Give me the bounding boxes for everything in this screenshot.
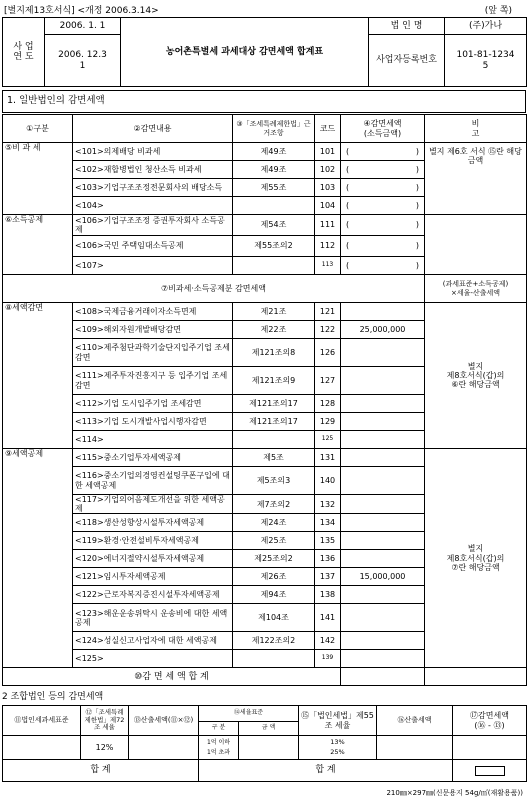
row-code: 104 <box>315 197 341 215</box>
row-amount[interactable] <box>341 532 425 550</box>
note-nontax: 별지 제6호 서식 ⑮란 해당금액 <box>425 143 527 215</box>
row-code: 122 <box>315 321 341 339</box>
row-code: 139 <box>315 650 341 668</box>
row-law: 제5조 <box>233 449 315 467</box>
row-law: 제94조 <box>233 586 315 604</box>
hdr-code: 코드 <box>315 115 341 143</box>
hdr-rate-standard: ⑭세율표준 <box>199 706 299 722</box>
corp-name-label: 법 인 명 <box>369 18 445 35</box>
row-code: 112 <box>315 236 341 257</box>
row-amount[interactable] <box>341 650 425 668</box>
row-law: 제25조의2 <box>233 550 315 568</box>
row-law: 제7조의2 <box>233 495 315 514</box>
note-tax-reduction: 별지 제8호서식(갑)의 ⑥란 해당금액 <box>425 303 527 449</box>
row-amount[interactable]: ( ) <box>341 161 425 179</box>
page-side: (앞 쪽) <box>484 6 512 16</box>
group-income-deduction: ⑥소득공제 <box>3 215 73 275</box>
form-header <box>2 2 526 16</box>
group-tax-reduction: ⑧세액감면 <box>3 303 73 449</box>
row-content: <119>환경·안전설비투자세액공제 <box>73 532 233 550</box>
row-content: <101>의제배당 비과세 <box>73 143 233 161</box>
business-year-label: 사 업 연 도 <box>3 18 45 87</box>
row-code: 102 <box>315 161 341 179</box>
hdr-special-rate: ⑫「조세특례제한법」제72조 세율 <box>81 706 129 736</box>
row-content: <114> <box>73 431 233 449</box>
row-law <box>233 650 315 668</box>
reduction-value[interactable] <box>453 736 527 760</box>
row-content: <122>근로자복지증진시설투자세액공제 <box>73 586 233 604</box>
row-law: 제49조 <box>233 143 315 161</box>
row-content: <109>해외자원개발배당감면 <box>73 321 233 339</box>
row-amount[interactable] <box>341 514 425 532</box>
hdr-law: ③「조세특례제한법」근거조항 <box>233 115 315 143</box>
subtotal-note: (과세표준+소득공제) ×세율-산출세액 <box>425 275 527 303</box>
hdr-note: 비 고 <box>425 115 527 143</box>
row-law: 제121조의9 <box>233 367 315 395</box>
row-code: 103 <box>315 179 341 197</box>
row-content: <107> <box>73 257 233 275</box>
row-law: 제122조의2 <box>233 632 315 650</box>
row-law: 제54조 <box>233 215 315 236</box>
row-code: 121 <box>315 303 341 321</box>
row-amount[interactable]: ( ) <box>341 179 425 197</box>
row-amount[interactable] <box>341 339 425 367</box>
hdr-reduction: ⑰감면세액 (⑯ - ⑬) <box>453 706 527 736</box>
row-content: <108>국제금융거래이자소득면제 <box>73 303 233 321</box>
row-content: <112>기업 도시입주기업 조세감면 <box>73 395 233 413</box>
total-mid-label: 합 계 <box>199 760 453 782</box>
row-amount[interactable]: ( ) <box>341 215 425 236</box>
row-law: 제5조의3 <box>233 467 315 495</box>
row-law: 제24조 <box>233 514 315 532</box>
row-law: 제25조 <box>233 532 315 550</box>
hdr-gubun: ①구분 <box>3 115 73 143</box>
row-amount[interactable] <box>341 632 425 650</box>
row-content: <118>생산성향상시설투자세액공제 <box>73 514 233 532</box>
date-from: 2006. 1. 1 <box>45 18 121 35</box>
reduction-table <box>2 114 527 686</box>
row-amount[interactable] <box>341 303 425 321</box>
row-amount[interactable] <box>341 395 425 413</box>
row-law: 제26조 <box>233 568 315 586</box>
section1-bar <box>2 90 526 113</box>
total-amount[interactable] <box>341 668 425 686</box>
hdr-tax-base: ⑪법인세과세표준 <box>3 706 81 736</box>
row-code: 138 <box>315 586 341 604</box>
hdr-calc-tax: ⑬산출세액(⑪×⑫) <box>129 706 199 736</box>
row-amount[interactable]: ( ) <box>341 236 425 257</box>
biz-no-label: 사업자등록번호 <box>369 35 445 87</box>
section1-title: 1. 일반법인의 감면세액 <box>3 91 526 113</box>
row-law: 제49조 <box>233 161 315 179</box>
calc-tax2-value[interactable] <box>377 736 453 760</box>
row-code: 140 <box>315 467 341 495</box>
row-content: <103>기업구조조정전문회사의 배당소득 <box>73 179 233 197</box>
calc-tax-value[interactable] <box>129 736 199 760</box>
biz-no-value: 101-81-1234 5 <box>445 35 527 87</box>
row-content: <121>임시투자세액공제 <box>73 568 233 586</box>
row-law: 제104조 <box>233 604 315 632</box>
row-amount[interactable]: ( ) <box>341 197 425 215</box>
paper-spec: 210㎜×297㎜(신문용지 54g/㎡(재활용품)) <box>386 789 523 797</box>
row-code: 101 <box>315 143 341 161</box>
row-amount[interactable] <box>341 550 425 568</box>
row-code: 141 <box>315 604 341 632</box>
hdr-amount2: 금 액 <box>239 722 299 736</box>
row-code: 137 <box>315 568 341 586</box>
hdr-division: 구 분 <box>199 722 239 736</box>
row-code: 111 <box>315 215 341 236</box>
total-note <box>425 668 527 686</box>
row-law <box>233 431 315 449</box>
form-title: 농어촌특별세 과세대상 감면세액 합계표 <box>121 18 369 87</box>
row-code: 136 <box>315 550 341 568</box>
row-code: 142 <box>315 632 341 650</box>
row-content: <120>에너지절약시설투자세액공제 <box>73 550 233 568</box>
row-code: 129 <box>315 413 341 431</box>
row-content: <125> <box>73 650 233 668</box>
row-code: 132 <box>315 495 341 514</box>
row-amount[interactable] <box>341 467 425 495</box>
row-amount[interactable]: ( ) <box>341 257 425 275</box>
cooperative-table <box>2 705 527 782</box>
row-amount[interactable] <box>341 586 425 604</box>
row-amount[interactable] <box>341 431 425 449</box>
row-content: <104> <box>73 197 233 215</box>
row-content: <124>성실신고사업자에 대한 세액공제 <box>73 632 233 650</box>
row-law <box>233 197 315 215</box>
row-content: <106>국민 주택임대소득공제 <box>73 236 233 257</box>
row-content: <123>해운운송위탁시 운송비에 대한 세액공제 <box>73 604 233 632</box>
row-content: <111>제주투자진흥지구 등 입주기업 조세감면 <box>73 367 233 395</box>
row-content: <116>중소기업의경영컨설팅쿠폰구입에 대한 세액공제 <box>73 467 233 495</box>
row-content: <102>재합병법인 청산소득 비과세 <box>73 161 233 179</box>
row-code: 131 <box>315 449 341 467</box>
group-tax-credit: ⑨세액공제 <box>3 449 73 668</box>
row-law: 제55조의2 <box>233 236 315 257</box>
bracket-amounts[interactable] <box>239 736 299 760</box>
subtotal-label: ⑦비과세·소득공제분 감면세액 <box>3 275 425 303</box>
row-code: 135 <box>315 532 341 550</box>
date-to: 2006. 12.3 1 <box>45 35 121 87</box>
total-box[interactable] <box>453 760 527 782</box>
row-law: 제121조의17 <box>233 395 315 413</box>
row-content: <106>기업구조조정 증권투자회사 소득공제 <box>73 215 233 236</box>
total-label: ⑩감 면 세 액 합 계 <box>3 668 341 686</box>
row-amount[interactable] <box>341 495 425 514</box>
tax-base-value[interactable] <box>3 736 81 760</box>
row-code: 113 <box>315 257 341 275</box>
note-income-deduction <box>425 215 527 275</box>
row-amount[interactable] <box>341 449 425 467</box>
row-amount[interactable]: ( ) <box>341 143 425 161</box>
row-content: <115>중소기업투자세액공제 <box>73 449 233 467</box>
row-law: 제21조 <box>233 303 315 321</box>
row-amount[interactable]: 15,000,000 <box>341 568 425 586</box>
row-content: <113>기업 도시개발사업시행자감면 <box>73 413 233 431</box>
bracket-labels: 1억 이하 1억 초과 <box>199 736 239 760</box>
row-law <box>233 257 315 275</box>
total-box-input[interactable] <box>475 766 505 776</box>
row-content: <110>제주첨단과학기술단지입주기업 조세감면 <box>73 339 233 367</box>
row-code: 127 <box>315 367 341 395</box>
row-amount[interactable] <box>341 413 425 431</box>
row-amount[interactable] <box>341 367 425 395</box>
form-label: [별지제13호서식] <개정 2006.3.14> <box>4 6 159 16</box>
row-amount[interactable] <box>341 604 425 632</box>
corp-rates: 13% 25% <box>299 736 377 760</box>
row-amount[interactable]: 25,000,000 <box>341 321 425 339</box>
section2-title: 2 조합법인 등의 감면세액 <box>2 692 104 702</box>
row-code: 126 <box>315 339 341 367</box>
hdr-content: ②감면내용 <box>73 115 233 143</box>
total-left-label: 합 계 <box>3 760 199 782</box>
hdr-calc-tax2: ⑯산출세액 <box>377 706 453 736</box>
row-law: 제121조의8 <box>233 339 315 367</box>
row-code: 128 <box>315 395 341 413</box>
hdr-amount: ④감면세액 (소득금액) <box>341 115 425 143</box>
top-info-table <box>2 17 527 87</box>
corp-name-value: (주)가나 <box>445 18 527 35</box>
row-code: 125 <box>315 431 341 449</box>
row-law: 제121조의17 <box>233 413 315 431</box>
row-law: 제22조 <box>233 321 315 339</box>
note-tax-credit: 별지 제8호서식(갑)의 ⑦란 해당금액 <box>425 449 527 668</box>
special-rate-value: 12% <box>81 736 129 760</box>
row-code: 134 <box>315 514 341 532</box>
group-nontax: ⑤비 과 세 <box>3 143 73 215</box>
row-law: 제55조 <box>233 179 315 197</box>
hdr-corp-rate: ⑮「법인세법」제55조 세율 <box>299 706 377 736</box>
row-content: <117>기업의어음제도개선을 위한 세액공제 <box>73 495 233 514</box>
